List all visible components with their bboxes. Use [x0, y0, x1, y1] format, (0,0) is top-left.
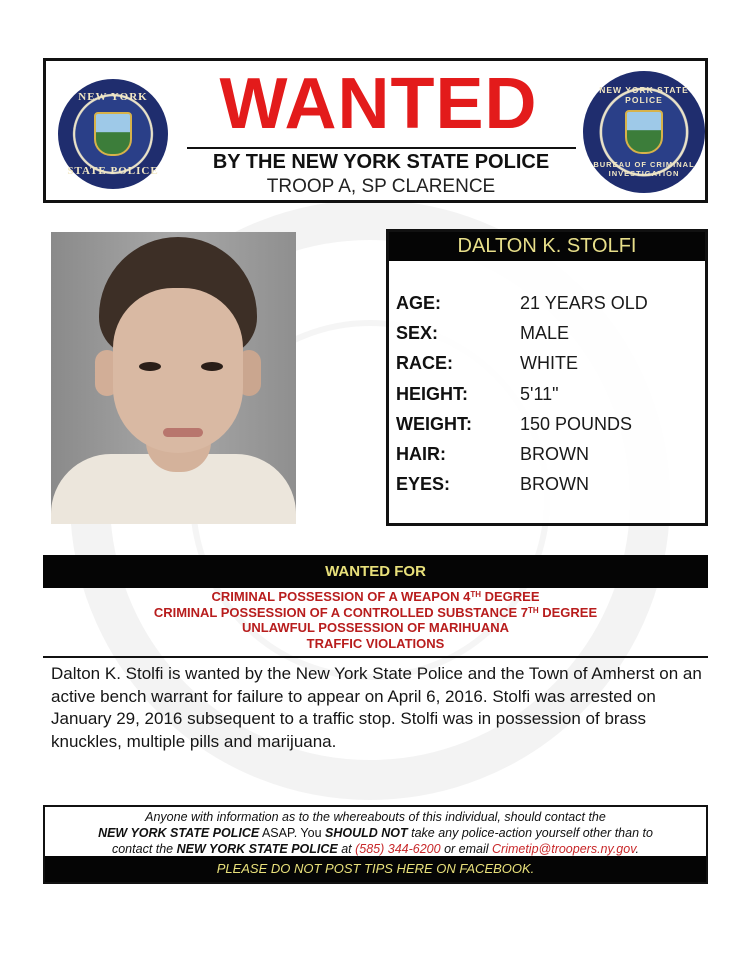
detail-value: BROWN	[520, 474, 589, 495]
charge-text-after: DEGREE	[480, 589, 540, 604]
tip-text: .	[635, 842, 640, 856]
detail-label: EYES:	[396, 474, 451, 495]
charges-list	[43, 589, 708, 651]
header-divider	[187, 147, 576, 149]
photo-eye	[139, 362, 161, 371]
detail-label: WEIGHT:	[396, 413, 472, 434]
charges-divider	[43, 656, 708, 658]
detail-label: AGE:	[396, 292, 441, 313]
charge-text: CRIMINAL POSSESSION OF A WEAPON 4	[211, 589, 471, 604]
seal-left-bottom-text: STATE POLICE	[67, 165, 159, 177]
photo-eye	[201, 362, 223, 371]
tip-line-3	[45, 841, 706, 857]
nysp-seal-icon	[58, 79, 168, 189]
tip-instructions	[45, 809, 706, 857]
seal-right-top-text: NEW YORK STATE POLICE	[599, 85, 689, 105]
charge-item	[43, 589, 708, 605]
detail-value: 5'11"	[520, 383, 559, 404]
seal-right-bottom-text: BUREAU OF CRIMINAL INVESTIGATION	[593, 160, 695, 178]
subject-info-box	[386, 229, 708, 526]
charge-text-after: DEGREE	[538, 604, 598, 620]
tip-text: contact the	[111, 842, 177, 856]
troop-line: TROOP A, SP CLARENCE	[266, 176, 496, 197]
charge-text: TRAFFIC VIOLATIONS	[306, 635, 445, 651]
detail-value: WHITE	[520, 353, 578, 374]
detail-hair	[396, 439, 648, 469]
coat-of-arms-icon	[625, 110, 663, 154]
charge-ordinal: TH	[470, 590, 481, 599]
should-not-emphasis: SHOULD NOT	[325, 826, 408, 840]
detail-value: BROWN	[520, 444, 589, 465]
coat-of-arms-icon	[94, 112, 132, 156]
tip-line-1: Anyone with information as to the whereabouts of this individual, should contact the	[145, 810, 606, 824]
facebook-notice: PLEASE DO NOT POST TIPS HERE ON FACEBOOK.	[45, 856, 706, 882]
tip-text: take any police-action yourself other than to	[407, 826, 653, 840]
subject-name: DALTON K. STOLFI	[389, 232, 705, 261]
wanted-for-heading: WANTED FOR	[43, 555, 708, 588]
agency-name: NEW YORK STATE POLICE	[98, 826, 260, 840]
agency-name: NEW YORK STATE POLICE	[176, 842, 338, 856]
charge-ordinal: TH	[527, 605, 539, 615]
detail-label: HEIGHT:	[396, 383, 468, 404]
tip-footer	[43, 805, 708, 884]
charge-text: UNLAWFUL POSSESSION OF MARIHUANA	[242, 620, 509, 635]
detail-value: 150 POUNDS	[520, 413, 633, 434]
detail-label: RACE:	[396, 353, 453, 374]
detail-eyes	[396, 470, 648, 500]
wanted-title: WANTED	[219, 64, 538, 144]
charge-item	[43, 636, 708, 652]
photo-mouth	[163, 428, 203, 437]
detail-race	[396, 349, 648, 379]
detail-value: 21 YEARS OLD	[520, 292, 648, 313]
tip-text: ASAP. You	[259, 826, 325, 840]
subject-details	[396, 288, 648, 500]
tip-line-2	[45, 825, 706, 841]
suspect-photo	[51, 232, 296, 524]
header-box	[43, 58, 708, 203]
detail-label: SEX:	[396, 322, 439, 343]
detail-age	[396, 288, 648, 318]
tip-text: at	[337, 842, 356, 856]
email-link[interactable]: Crimetip@troopers.ny.gov	[492, 842, 636, 856]
detail-height	[396, 379, 648, 409]
detail-weight	[396, 409, 648, 439]
case-description: Dalton K. Stolfi is wanted by the New York State Police and the Town of Amherst on an active bench warrant for failure to appear on April 6, 2016. Stolfi was arrested on January 29, 2016 subsequent to a traffic stop. Stolfi was in possession of brass knuckles, multiple pills and marijuana.	[51, 664, 702, 751]
seal-left-top-text: NEW YORK	[78, 91, 148, 103]
detail-label: HAIR:	[396, 444, 446, 465]
detail-sex	[396, 318, 648, 348]
detail-value: MALE	[520, 322, 570, 343]
charge-text: CRIMINAL POSSESSION OF A CONTROLLED SUBSTANCE 7	[153, 604, 528, 620]
charge-item	[43, 605, 708, 621]
charge-item	[43, 620, 708, 636]
tip-text: or email	[440, 842, 492, 856]
phone-link[interactable]: (585) 344-6200	[355, 842, 441, 856]
agency-subtitle: BY THE NEW YORK STATE POLICE	[212, 151, 550, 173]
bci-badge-icon	[583, 71, 705, 193]
